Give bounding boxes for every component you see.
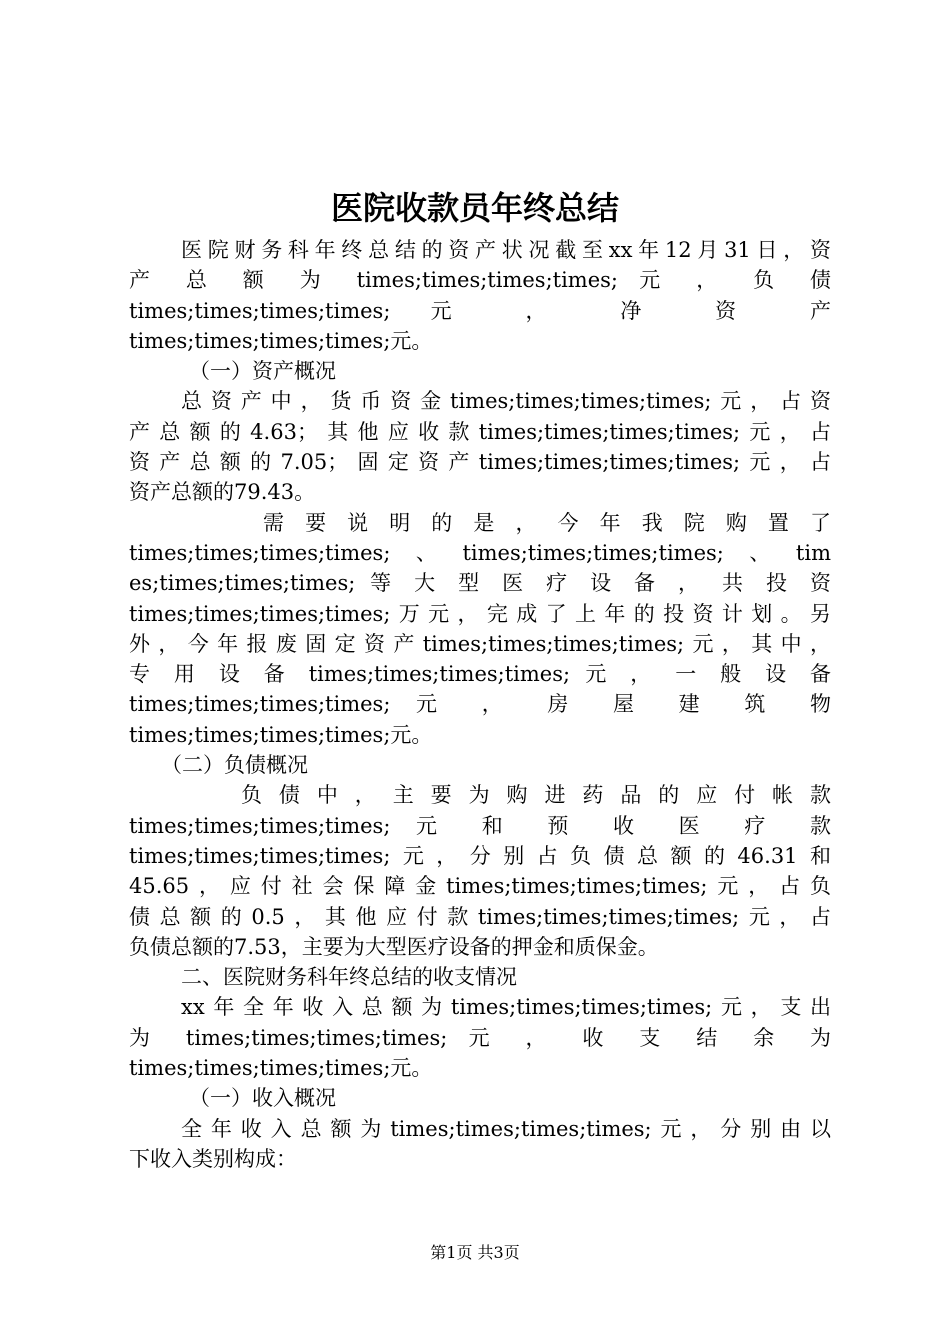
document-title: 医院收款员年终总结	[330, 189, 619, 227]
body-line: 债总额的0.5，其他应付款times;times;times;times;元，占	[129, 904, 831, 929]
body-line: times;times;times;times; 元 ， 净 资 产	[129, 298, 831, 323]
body-line: times;times;times;times;、times;times;times;times;、tim	[129, 540, 831, 565]
body-line: es;times;times;times; 等 大 型 医 疗 设 备 ， 共 投 资	[129, 571, 831, 596]
body-line: 为 times;times;times;times; 元 ， 收 支 结 余 为	[129, 1025, 831, 1050]
body-line: xx年全年收入总额为times;times;times;times;元，支出	[181, 995, 831, 1020]
body-line: 负 债 中 ， 主 要 为 购 进 药 品 的 应 付 帐 款	[241, 783, 831, 808]
body-line: 资产总额的7.05；固定资产times;times;times;times;元，占	[129, 450, 831, 475]
body-line: 资产总额的79.43。	[129, 480, 316, 505]
body-line: 医院财务科年终总结的资产状况截至xx年12月31日，资	[181, 238, 831, 262]
body-line: 专 用 设 备 times;times;times;times; 元 ， 一 般 设 备	[129, 662, 831, 687]
body-line: times;times;times;times;元。	[129, 328, 433, 353]
section-heading: （二）负债概况	[161, 753, 308, 778]
body-line: times;times;times;times;元。	[129, 722, 433, 747]
body-line: times;times;times;times;元。	[129, 1056, 433, 1081]
body-line: times;times;times;times; 元 和 预 收 医 疗 款	[129, 813, 831, 838]
section-heading: 二、医院财务科年终总结的收支情况	[181, 965, 517, 990]
section-heading: （一）资产概况	[189, 359, 336, 384]
page-number-footer: 第1页 共3页	[430, 1243, 520, 1262]
body-line: 下收入类别构成：	[129, 1146, 297, 1171]
document-body	[129, 235, 831, 1174]
body-line: 产总额的4.63；其他应收款times;times;times;times;元，占	[129, 419, 831, 444]
body-line: 产 总 额 为 times;times;times;times; 元 ， 负 债	[129, 268, 831, 293]
body-line: 外，今年报废固定资产times;times;times;times;元，其中，	[129, 631, 831, 656]
body-line: 总资产中，货币资金times;times;times;times;元，占资	[181, 389, 831, 414]
body-line: 需 要 说 明 的 是 ， 今 年 我 院 购 置 了	[263, 510, 831, 535]
body-line: times;times;times;times;元，分别占负债总额的46.31和	[129, 843, 831, 868]
body-line: 全年收入总额为times;times;times;times;元，分别由以	[181, 1116, 831, 1141]
body-line: 负债总额的7.53，主要为大型医疗设备的押金和质保金。	[129, 934, 659, 959]
section-heading: （一）收入概况	[189, 1086, 336, 1111]
body-line: times;times;times;times;万元，完成了上年的投资计划。另	[129, 601, 831, 626]
body-line: 45.65，应付社会保障金times;times;times;times;元，占负	[129, 874, 831, 899]
body-line: times;times;times;times; 元 ， 房 屋 建 筑 物	[129, 692, 831, 717]
